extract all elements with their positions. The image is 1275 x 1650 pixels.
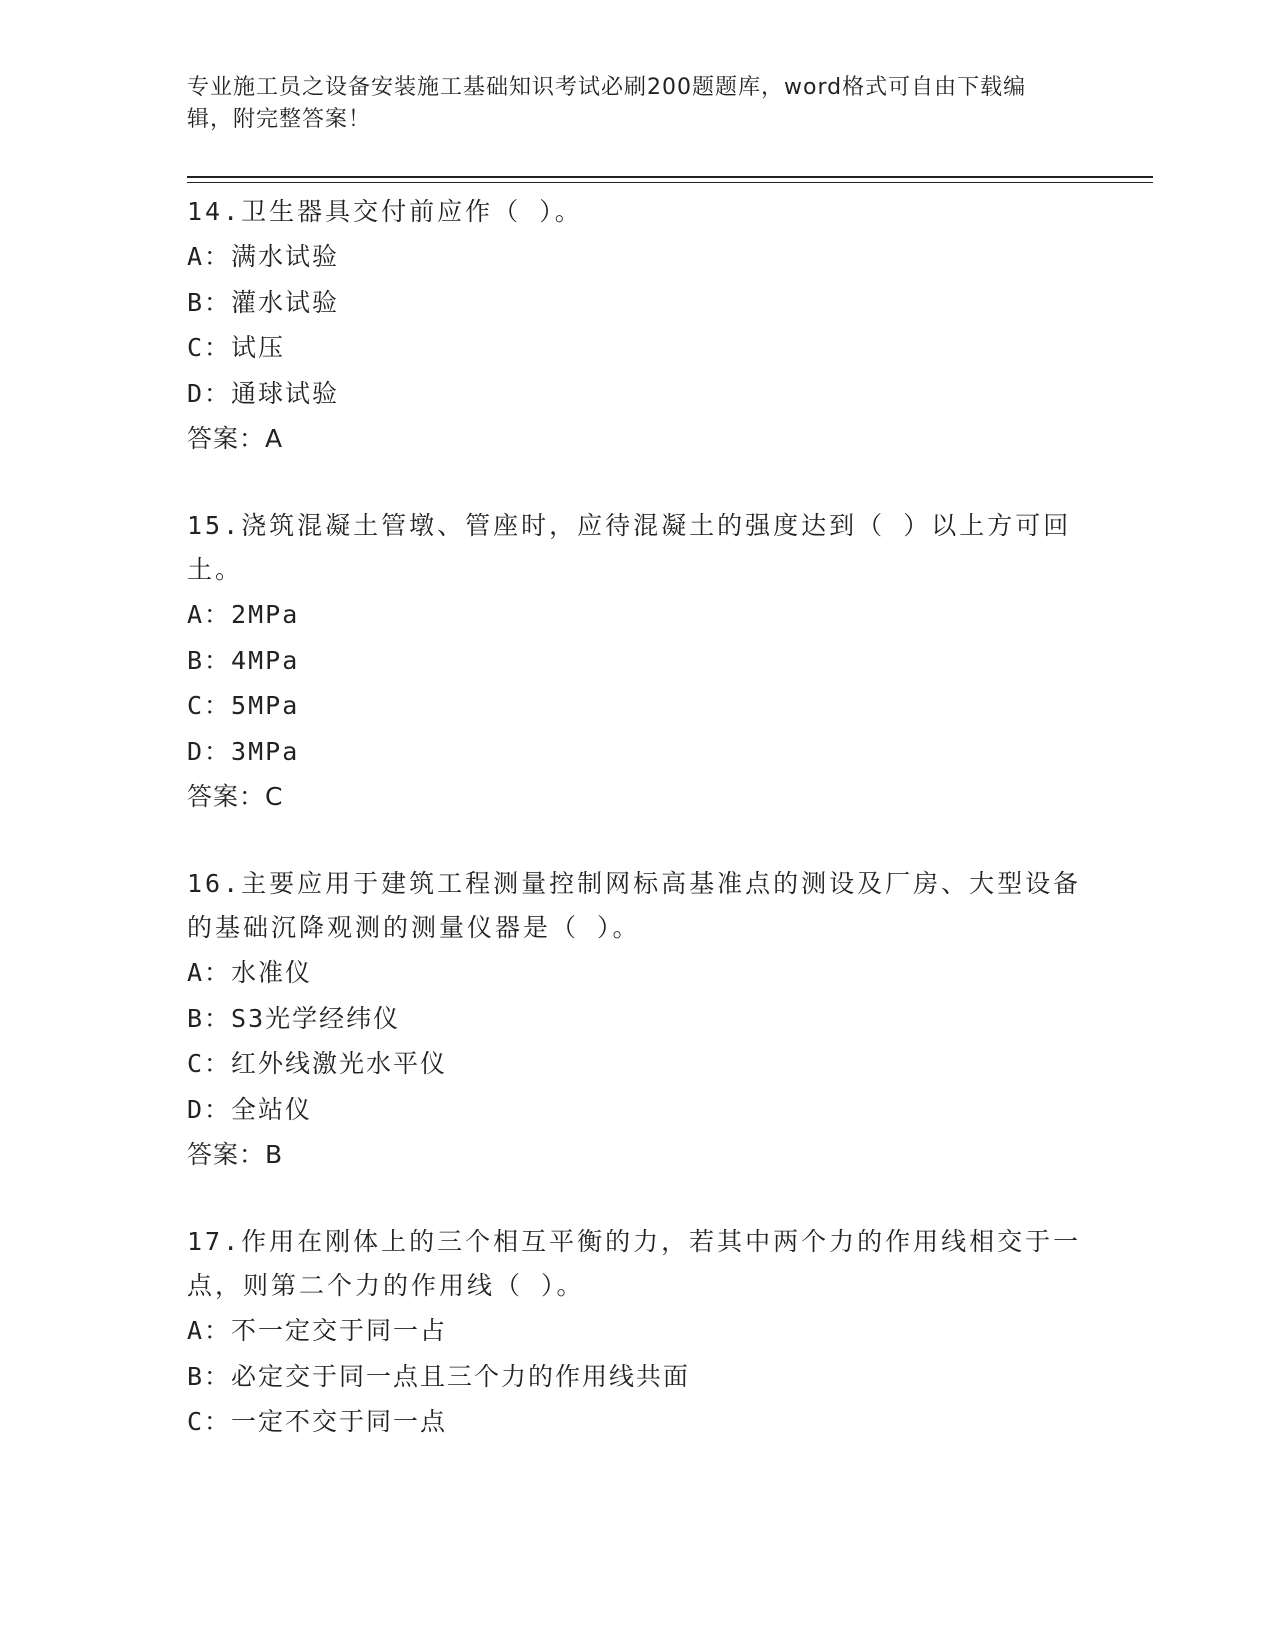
question-16 — [187, 862, 1087, 1177]
answer: 答案：B — [187, 1140, 284, 1169]
spacer — [187, 819, 1087, 862]
option-c: C：一定不交于同一点 — [187, 1407, 448, 1436]
header-divider-thin — [187, 182, 1153, 183]
question-stem: 15.浇筑混凝土管墩、管座时，应待混凝土的强度达到（ ）以上方可回土。 — [187, 511, 1072, 584]
spacer — [187, 1177, 1087, 1220]
option-c: C：试压 — [187, 333, 286, 362]
option-d: D：全站仪 — [187, 1094, 313, 1124]
option-b: B：灌水试验 — [187, 287, 340, 317]
question-list — [187, 190, 1087, 1445]
option-b: B：必定交于同一点且三个力的作用线共面 — [187, 1361, 691, 1391]
question-15 — [187, 504, 1087, 819]
option-a: A：水准仪 — [187, 958, 313, 987]
question-14 — [187, 190, 1087, 461]
question-stem: 14.卫生器具交付前应作（ ）。 — [187, 197, 583, 226]
spacer — [187, 461, 1087, 504]
option-b: B：S3光学经纬仪 — [187, 1003, 401, 1033]
question-stem: 16.主要应用于建筑工程测量控制网标高基准点的测设及厂房、大型设备的基础沉降观测的测量仪器是（ ）。 — [187, 869, 1082, 942]
option-d: D：通球试验 — [187, 378, 340, 408]
document-header: 专业施工员之设备安装施工基础知识考试必刷200题题库，word格式可自由下载编辑，附完整答案！ — [187, 75, 1027, 132]
option-a: A：2MPa — [187, 600, 300, 629]
option-b: B：4MPa — [187, 645, 300, 675]
option-a: A：满水试验 — [187, 242, 340, 271]
option-c: C：红外线激光水平仪 — [187, 1049, 448, 1078]
question-stem: 17.作用在刚体上的三个相互平衡的力，若其中两个力的作用线相交于一点，则第二个力的作用线（ ）。 — [187, 1227, 1082, 1300]
option-c: C：5MPa — [187, 691, 300, 720]
option-d: D：3MPa — [187, 736, 300, 766]
option-a: A：不一定交于同一占 — [187, 1316, 448, 1345]
question-17 — [187, 1220, 1087, 1445]
header-divider-thick — [187, 176, 1153, 178]
answer: 答案：C — [187, 782, 284, 811]
answer: 答案：A — [187, 424, 284, 453]
